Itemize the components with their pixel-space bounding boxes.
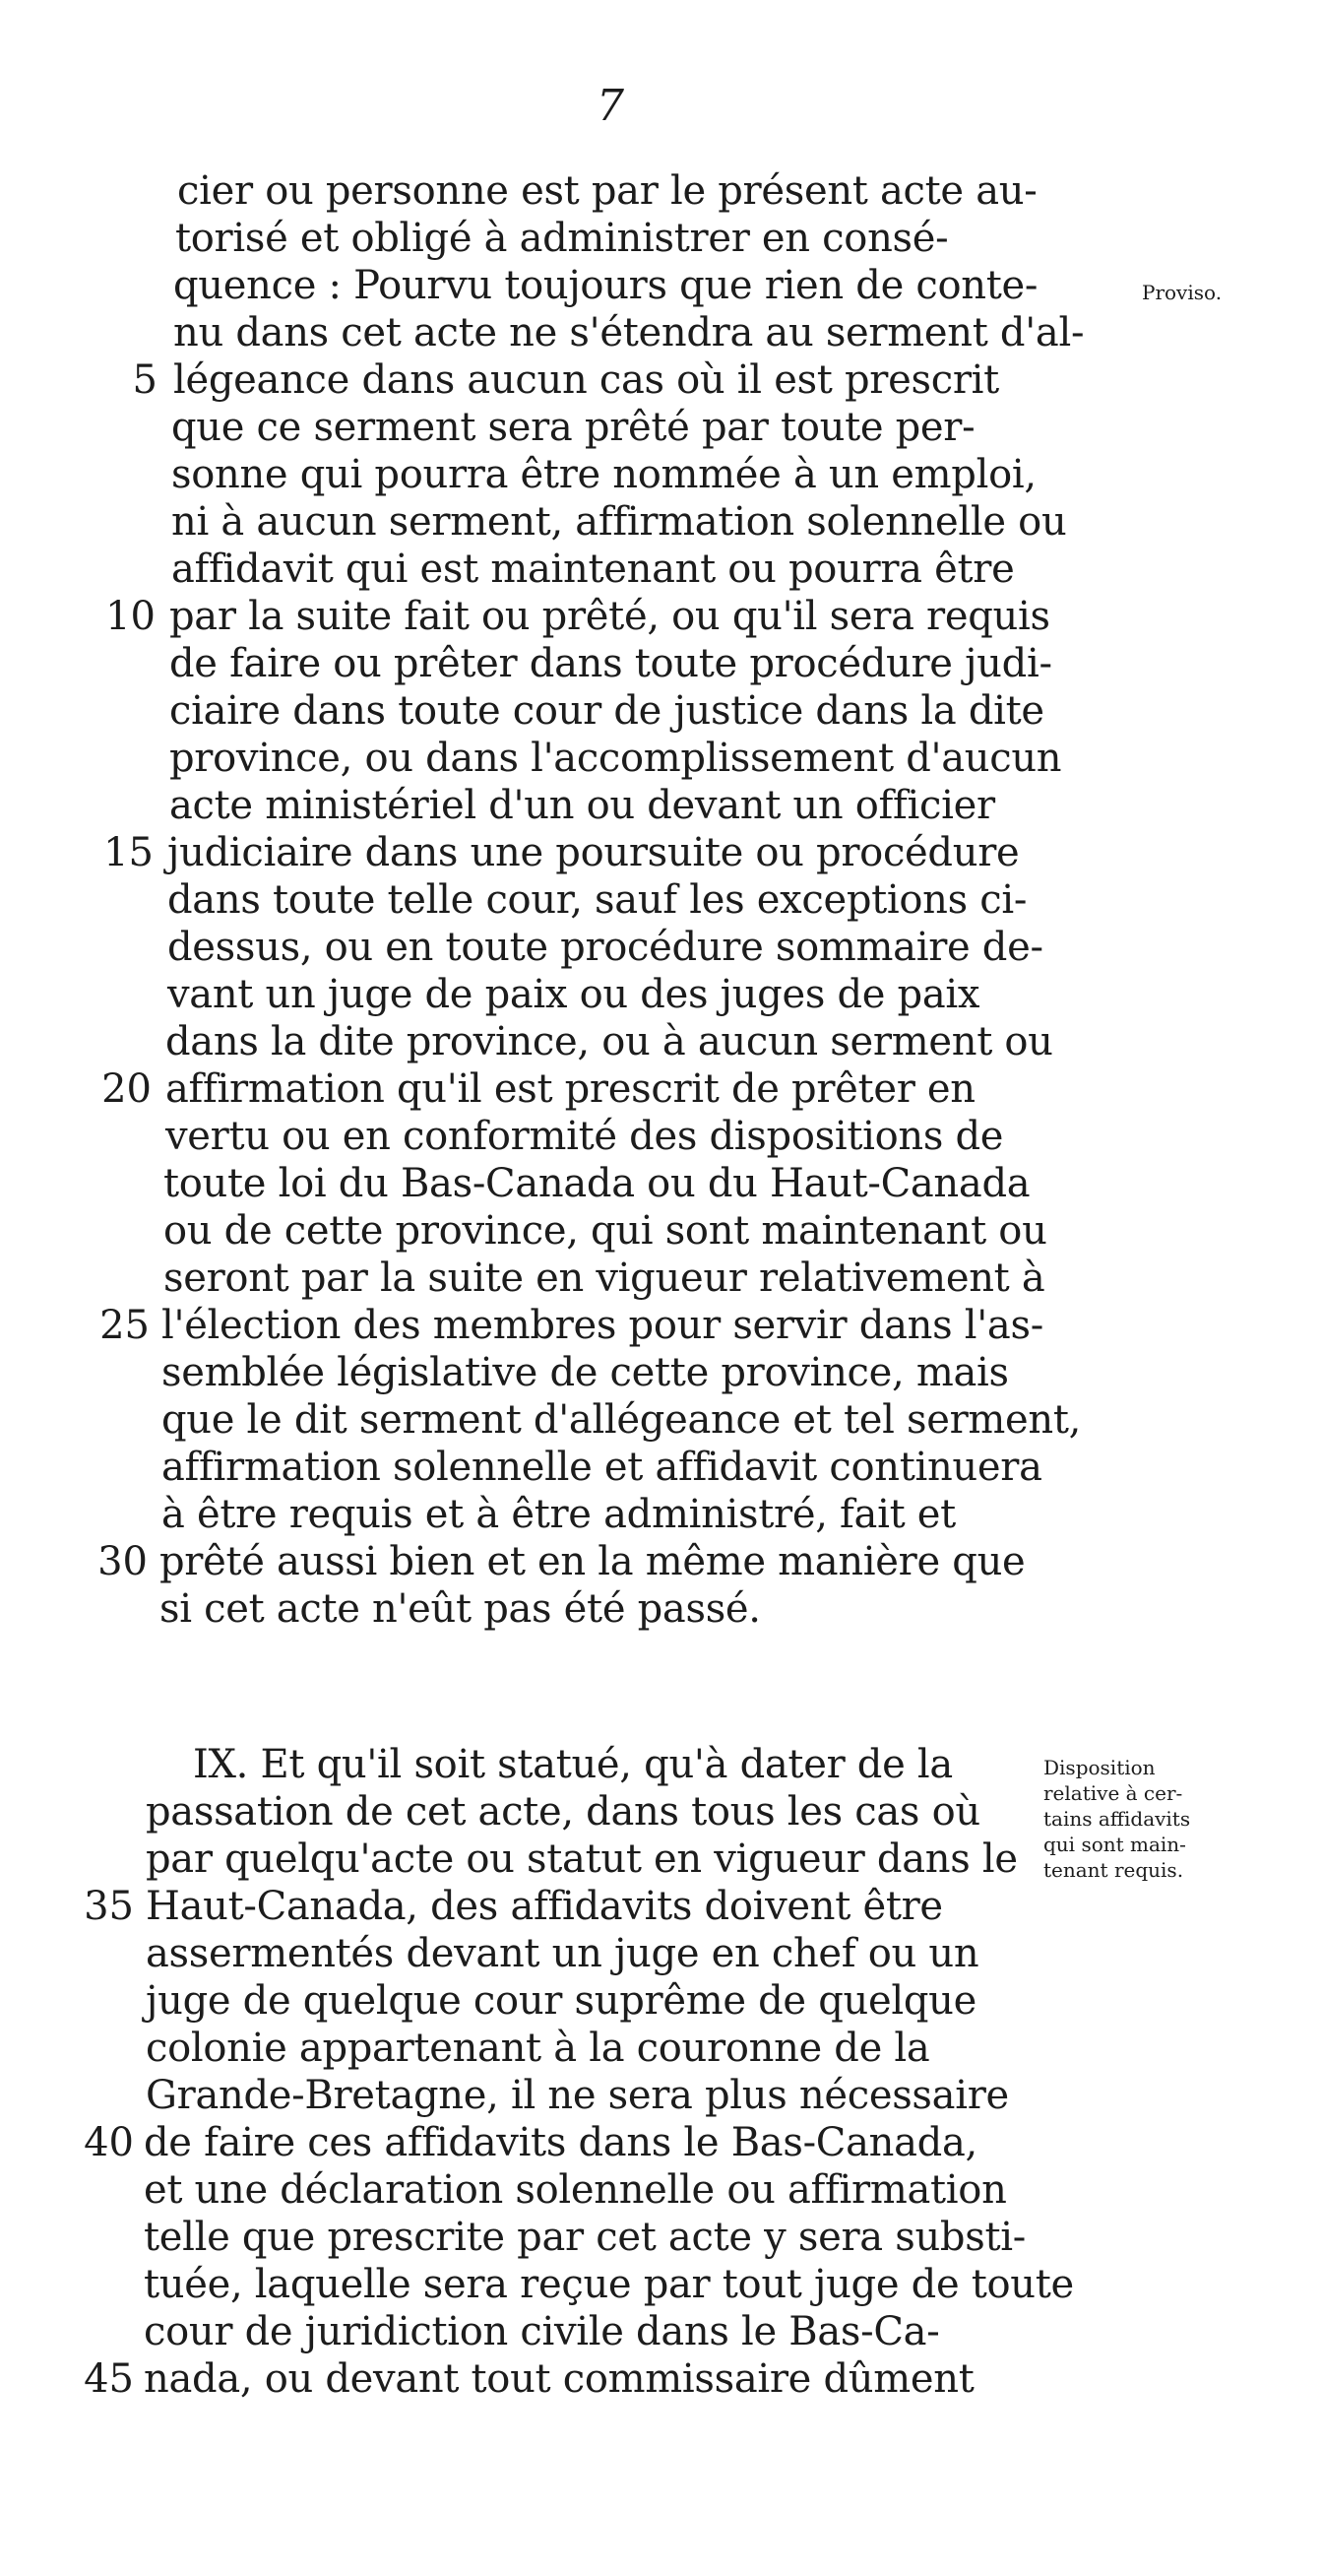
text-line: torisé et obligé à administrer en consé- xyxy=(175,216,949,261)
line-number: 10 xyxy=(105,594,156,639)
text-line: semblée législative de cette province, mais xyxy=(161,1350,1009,1395)
text-line: de faire ou prêter dans toute procédure judi- xyxy=(169,641,1052,686)
text-line: à être requis et à être administré, fait et xyxy=(161,1492,956,1537)
text-line: toute loi du Bas-Canada ou du Haut-Canada xyxy=(163,1161,1031,1206)
text-line: cier ou personne est par le présent acte au- xyxy=(177,168,1038,214)
text-line: par quelqu'acte ou statut en vigueur dans le xyxy=(146,1836,1018,1882)
text-line: colonie appartenant à la couronne de la xyxy=(146,2026,930,2071)
text-line: province, ou dans l'accomplissement d'aucun xyxy=(169,736,1062,781)
text-line: cour de juridiction civile dans le Bas-Ca- xyxy=(144,2309,940,2354)
text-line: affirmation solennelle et affidavit continuera xyxy=(161,1445,1042,1490)
text-line: nu dans cet acte ne s'étendra au serment d'al- xyxy=(173,310,1085,355)
text-line: l'élection des membres pour servir dans l'as- xyxy=(161,1303,1043,1348)
text-line: assermentés devant un juge en chef ou un xyxy=(146,1931,979,1976)
text-line: Haut-Canada, des affidavits doivent être xyxy=(146,1884,943,1929)
text-line: affirmation qu'il est prescrit de prêter en xyxy=(165,1066,976,1112)
text-line: par la suite fait ou prêté, ou qu'il sera requis xyxy=(169,594,1050,639)
text-line: tuée, laquelle sera reçue par tout juge de toute xyxy=(144,2262,1074,2307)
text-line: Grande-Bretagne, il ne sera plus nécessaire xyxy=(146,2073,1009,2118)
text-line: ni à aucun serment, affirmation solennelle ou xyxy=(171,499,1067,545)
text-line: seront par la suite en vigueur relativement à xyxy=(163,1256,1045,1301)
text-line: telle que prescrite par cet acte y sera substi- xyxy=(144,2215,1026,2260)
margin-note-line: Disposition xyxy=(1043,1756,1156,1779)
margin-note-line: qui sont main- xyxy=(1043,1833,1186,1856)
margin-note-line: tains affidavits xyxy=(1043,1807,1191,1831)
text-line: ciaire dans toute cour de justice dans la dite xyxy=(169,688,1044,734)
text-line: et une déclaration solennelle ou affirmation xyxy=(144,2167,1007,2213)
text-line: passation de cet acte, dans tous les cas où xyxy=(146,1789,980,1835)
text-line: nada, ou devant tout commissaire dûment xyxy=(144,2356,975,2402)
text-line: sonne qui pourra être nommée à un emploi, xyxy=(171,452,1037,497)
line-number: 30 xyxy=(97,1539,148,1584)
text-line: légeance dans aucun cas où il est prescrit xyxy=(173,357,999,403)
line-number: 35 xyxy=(84,1884,134,1929)
line-number: 40 xyxy=(84,2120,134,2165)
text-line: juge de quelque cour suprême de quelque xyxy=(146,1978,976,2024)
margin-note-line: tenant requis. xyxy=(1043,1858,1184,1882)
line-number: 5 xyxy=(132,357,158,403)
text-line: que le dit serment d'allégeance et tel serment, xyxy=(161,1397,1082,1443)
text-line: dessus, ou en toute procédure sommaire de- xyxy=(167,925,1043,970)
text-line: si cet acte n'eût pas été passé. xyxy=(159,1586,761,1632)
text-line: prêté aussi bien et en la même manière que xyxy=(159,1539,1026,1584)
text-line: vant un juge de paix ou des juges de paix xyxy=(167,972,980,1017)
page-number: 7 xyxy=(597,81,624,131)
text-line: ou de cette province, qui sont maintenant ou xyxy=(163,1208,1047,1254)
text-line: dans toute telle cour, sauf les exceptions ci- xyxy=(167,877,1028,923)
line-number: 45 xyxy=(84,2356,134,2402)
text-line: quence : Pourvu toujours que rien de conte- xyxy=(173,263,1039,308)
text-line: dans la dite province, ou à aucun serment ou xyxy=(165,1019,1053,1064)
text-line: de faire ces affidavits dans le Bas-Canada, xyxy=(144,2120,977,2165)
line-number: 20 xyxy=(101,1066,152,1112)
text-line: affidavit qui est maintenant ou pourra être xyxy=(171,547,1015,592)
line-number: 15 xyxy=(103,830,154,875)
text-line: acte ministériel d'un ou devant un officier xyxy=(169,783,995,828)
margin-note-line: relative à cer- xyxy=(1043,1781,1183,1805)
section-heading-line: IX. Et qu'il soit statué, qu'à dater de la xyxy=(193,1742,953,1787)
line-number: 25 xyxy=(99,1303,150,1348)
text-line: judiciaire dans une poursuite ou procédure xyxy=(167,830,1020,875)
text-line: que ce serment sera prêté par toute per- xyxy=(171,405,976,450)
margin-note-disposition xyxy=(1043,1755,1190,1883)
margin-note-proviso: Proviso. xyxy=(1142,281,1223,304)
text-line: vertu ou en conformité des dispositions de xyxy=(165,1114,1004,1159)
